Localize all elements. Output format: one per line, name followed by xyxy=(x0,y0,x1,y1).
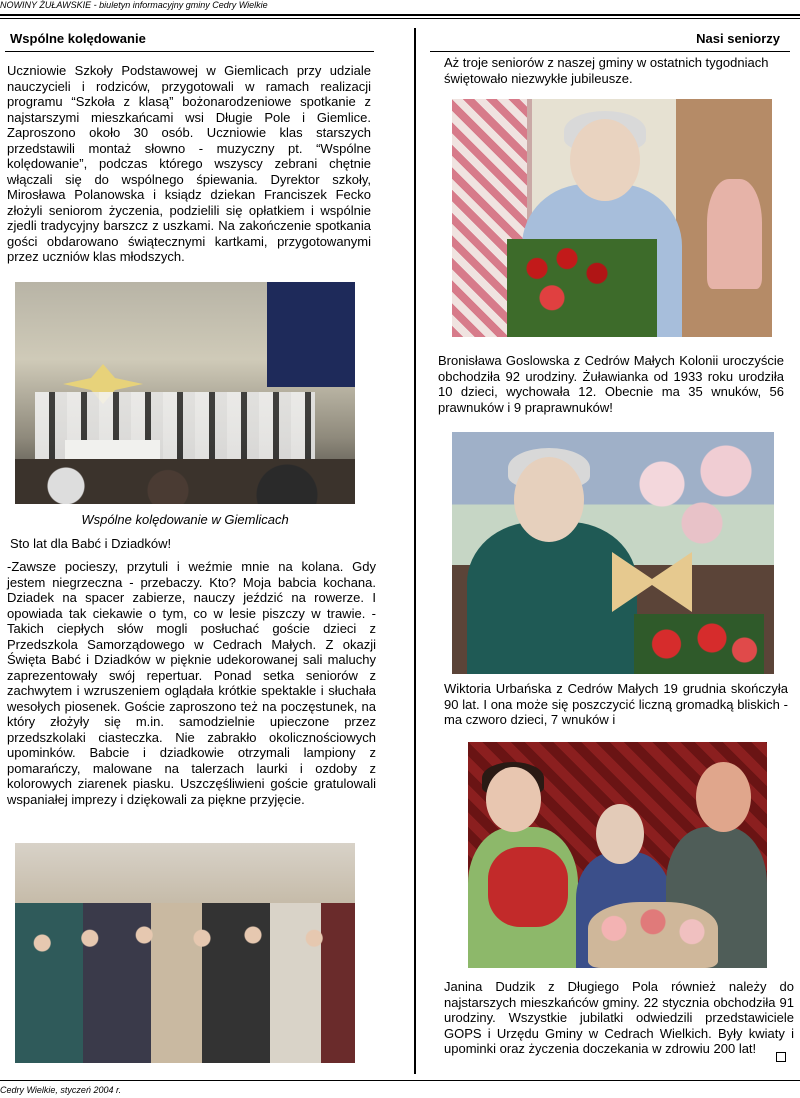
header-rule-thin xyxy=(0,18,800,19)
column-divider xyxy=(414,28,416,1074)
newsletter-header: NOWINY ŻUŁAWSKIE - biuletyn informacyjny gminy Cedry Wielkie xyxy=(0,0,268,10)
photo-bronislawa-goslowska xyxy=(452,99,772,337)
photo-koledowanie xyxy=(15,282,355,504)
photo-wiktoria-urbanska xyxy=(452,432,774,674)
photo-janina-dudzik-family xyxy=(468,742,767,968)
title-rule-left xyxy=(5,51,374,52)
article-seniorzy-intro: Aż troje seniorów z naszej gminy w ostatnich tygodniach świętowało niezwykłe jubileusze. xyxy=(444,55,769,86)
title-rule-right xyxy=(430,51,790,52)
article-koledowanie-text: Uczniowie Szkoły Podstawowej w Giemlicach przy udziale nauczycieli i rodziców, przygotowali w ramach realizacji programu “Szkoła z klasą” bożonarodzeniowe spotkanie z najstarszymi mieszkańcami wsi Długie Pole i Giemlice. Zaproszono około 30 osób. Uczniowie klas starszych przedstawili montaż słowno - muzyczny pt. “Wspólne kolędowanie”, podczas którego wszyscy zebrani chętnie włączali się do wspólnego śpiewania. Dyrektor szkoły, Mirosława Polanowska i ksiądz dziekan Franciszek Fecko złożyli seniorom życzenia, podzielili się opłatkiem i wspólnie zjedli tradycyjny barszcz z uszkami. Na zakończenie spotkania gości obdarowano świątecznymi kartkami, przygotowanymi przez uczniów klas młodszych. xyxy=(7,63,371,264)
article-subtitle-babci: Sto lat dla Babć i Dziadków! xyxy=(10,536,172,551)
photo-caption-koledowanie: Wspólne kolędowanie w Giemlicach xyxy=(81,512,289,527)
header-rule xyxy=(0,14,800,16)
text-janina-dudzik: Janina Dudzik z Długiego Pola również należy do najstarszych mieszkańców gminy. 22 stycznia obchodziła 91 urodziny. Wszystkie jubilatki odwiedzili przedstawiciele GOPS i Urzędu Gminy w Cedrach Wielkich. Były kwiaty i upominki oraz życzenia doczekania w zdrowiu 200 lat! xyxy=(444,979,794,1056)
section-title-koledowanie: Wspólne kolędowanie xyxy=(10,31,146,46)
text-wiktoria-urbanska: Wiktoria Urbańska z Cedrów Małych 19 grudnia skończyła 90 lat. I ona może się poszczycić liczną gromadką bliskich - ma czworo dzieci, 7 wnuków i xyxy=(444,681,788,727)
text-bronislawa-goslowska: Bronisława Goslowska z Cedrów Małych Kolonii uroczyście obchodziła 92 urodziny. Żuławianka od 1933 roku urodziła 10 dzieci, wychowała 12. Obecnie ma 35 wnuków, 56 prawnuków i 9 praprawnuków! xyxy=(438,353,784,415)
footer-rule xyxy=(0,1080,800,1081)
photo-audience-seniors xyxy=(15,843,355,1063)
end-of-article-marker xyxy=(776,1052,786,1062)
article-babci-text: -Zawsze pocieszy, przytuli i weźmie mnie na kolana. Gdy jestem niegrzeczna - przebaczy. Kto? Moja babcia kochana. Dziadek na spacer zabierze, nauczy jeździć na rowerze. I opowiada tak ciekawie o tym, co w lesie piszczy w trawie. - Takich ciepłych słów mogli posłuchać goście dzieci z Przedszkola Samorządowego w Cedrach Małych. Z okazji Święta Babć i Dziadków w pięknie udekorowanej sali maluchy zaprezentowały swój repertuar. Ponad setka seniorów z zachwytem i wzruszeniem oglądała krótkie spektakle i słuchała wesołych piosenek. Goście zaproszono też na poczęstunek, na który złożyły się m.in. samodzielnie upieczone przez przedszkolaki ciasteczka. Nie zabrakło okolicznościowych upominków. Babcie i dziadkowie otrzymali lampiony z pomarańczy, malowane na talerzach laurki i ozdoby z kolorowych ziarenek piasku. Uszczęśliwieni goście gratulowali wspaniałej imprezy i dziękowali za piękne przyjęcie. xyxy=(7,559,376,807)
section-title-seniorzy: Nasi seniorzy xyxy=(696,31,780,46)
newsletter-footer: Cedry Wielkie, styczeń 2004 r. xyxy=(0,1085,122,1095)
